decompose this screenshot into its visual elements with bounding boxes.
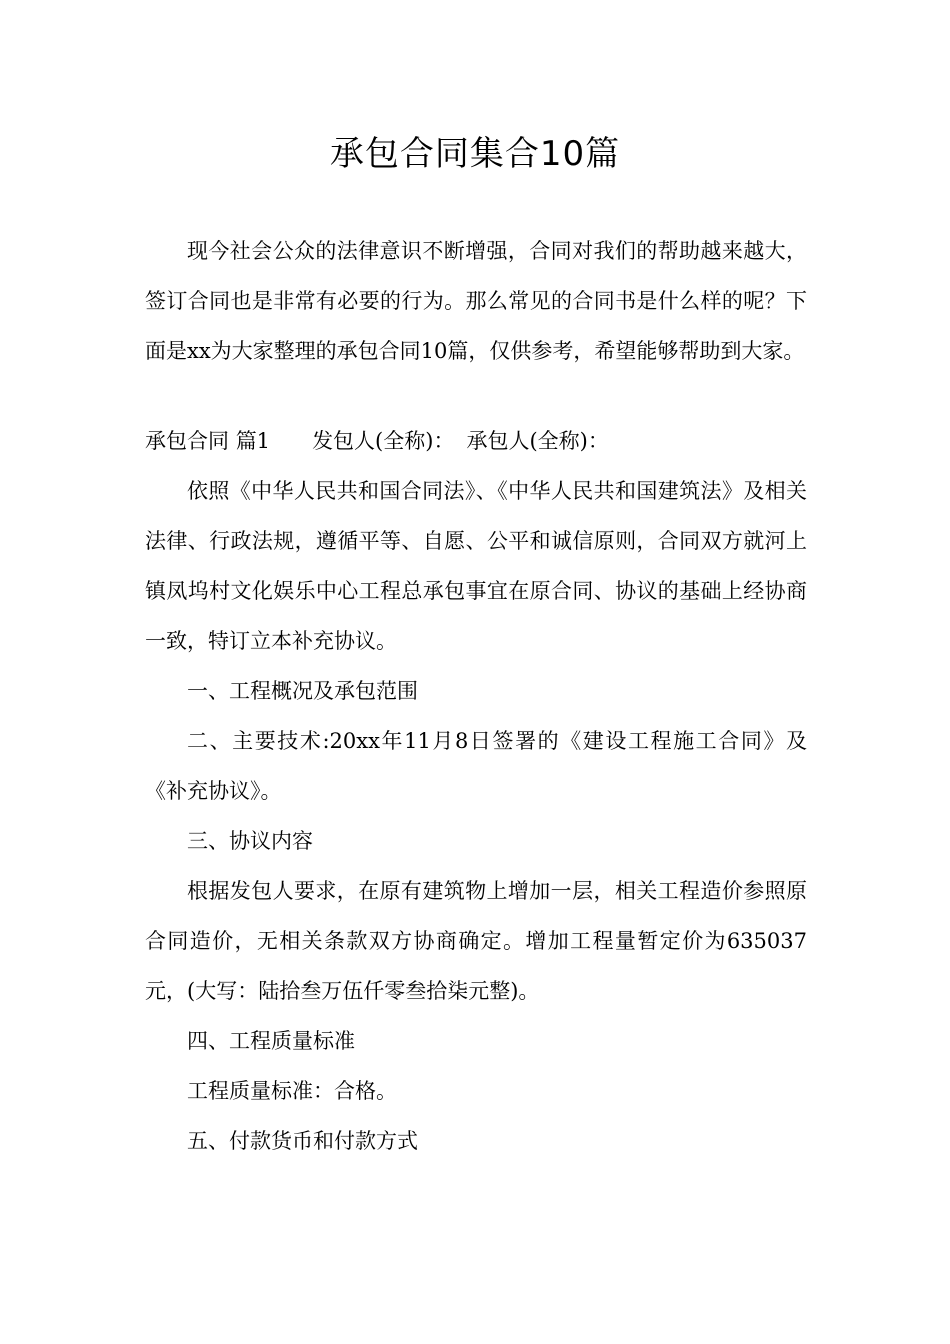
paragraph-quality-standard: 工程质量标准：合格。	[187, 1079, 397, 1103]
intro-paragraph: 现今社会公众的法律意识不断增强，合同对我们的帮助越来越大，签订合同也是非常有必要的行为。那么常见的合同书是什么样的呢？下面是xx为大家整理的承包合同10篇，仅供参考，希望能够帮助到大家。	[145, 239, 807, 363]
paragraph-agreement-content: 根据发包人要求，在原有建筑物上增加一层，相关工程造价参照原合同造价，无相关条款双方协商确定。增加工程量暂定价为635037元，(大写：陆拾叁万伍仟零叁拾柒元整)。	[145, 879, 807, 1003]
document-title: 承包合同集合10篇	[329, 134, 621, 174]
heading-quality-standard: 四、工程质量标准	[187, 1029, 355, 1053]
section-gap	[145, 376, 807, 416]
party-a-label: 发包人(全称)：	[312, 429, 455, 453]
heading-payment: 五、付款货币和付款方式	[187, 1129, 418, 1153]
heading-agreement-content: 三、协议内容	[187, 829, 313, 853]
section-heading	[145, 416, 807, 466]
paragraph-main-technology: 二、主要技术:20xx年11月8日签署的《建设工程施工合同》及《补充协议》。	[145, 729, 807, 803]
section-label: 承包合同	[145, 429, 229, 453]
document-body	[145, 226, 807, 1166]
party-b-label: 承包人(全称)：	[466, 429, 609, 453]
paragraph-basis: 依照《中华人民共和国合同法》、《中华人民共和国建筑法》及相关法律、行政法规，遵循平等、自愿、公平和诚信原则，合同双方就河上镇凤坞村文化娱乐中心工程总承包事宜在原合同、协议的基础上经协商一致，特订立本补充协议。	[145, 479, 807, 653]
heading-project-overview: 一、工程概况及承包范围	[187, 679, 418, 703]
section-number: 篇1	[235, 429, 271, 453]
